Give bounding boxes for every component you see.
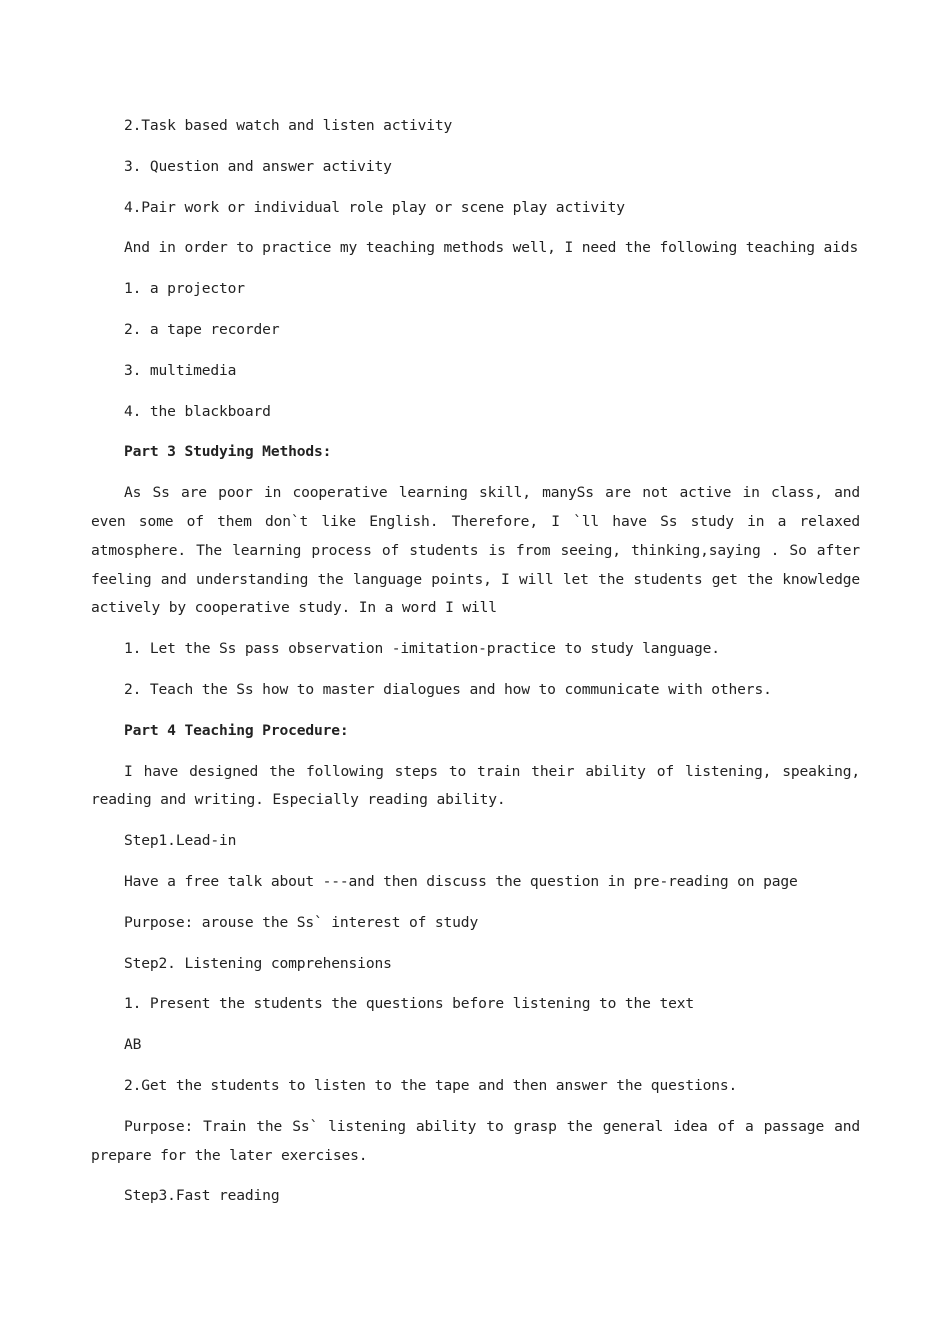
section-heading-part-4: Part 4 Teaching Procedure: [124, 721, 349, 739]
procedure-intro-paragraph: I have designed the following steps to train their ability of listening, speaking, reading and writing. Especially reading ability. [91, 762, 860, 809]
studying-method-2: 2. Teach the Ss how to master dialogues and how to communicate with others. [124, 680, 772, 698]
document-page [91, 112, 860, 1211]
step-1-title: Step1.Lead-in [124, 832, 237, 850]
step-3-title: Step3.Fast reading [124, 1187, 280, 1205]
step-2-ab-note: AB [124, 1036, 142, 1054]
studying-methods-paragraph: As Ss are poor in cooperative learning skill, manySs are not active in class, and even some of them don`t like English. Therefore, I `ll have Ss study in a relaxed atmosphere. The learning process of students is from seeing, thinking,saying . So after feeling and understanding the language points, I will let the students get the knowledge actively by cooperative study. In a word I will [91, 484, 860, 617]
step-1-purpose: Purpose: arouse the Ss` interest of study [124, 913, 479, 931]
step-1-activity: Have a free talk about ---and then discuss the question in pre-reading on page [124, 872, 798, 890]
teaching-aids-intro: And in order to practice my teaching methods well, I need the following teaching aids [124, 239, 859, 257]
teaching-aid-3: 3. multimedia [124, 361, 237, 379]
teaching-aid-1: 1. a projector [124, 280, 245, 298]
studying-method-1: 1. Let the Ss pass observation -imitation-practice to study language. [124, 640, 720, 658]
step-2-item-2: 2.Get the students to listen to the tape and then answer the questions. [124, 1076, 738, 1094]
step-2-purpose-paragraph: Purpose: Train the Ss` listening ability to grasp the general idea of a passage and prepare for the later exercises. [91, 1117, 860, 1164]
activity-item-4: 4.Pair work or individual role play or scene play activity [124, 198, 625, 216]
step-2-title: Step2. Listening comprehensions [124, 954, 392, 972]
activity-item-2: 2.Task based watch and listen activity [124, 117, 453, 134]
activity-item-3: 3. Question and answer activity [124, 157, 392, 175]
section-heading-part-3: Part 3 Studying Methods: [124, 443, 332, 461]
step-2-item-1: 1. Present the students the questions before listening to the text [124, 995, 694, 1013]
teaching-aid-2: 2. a tape recorder [124, 320, 280, 338]
teaching-aid-4: 4. the blackboard [124, 402, 271, 420]
